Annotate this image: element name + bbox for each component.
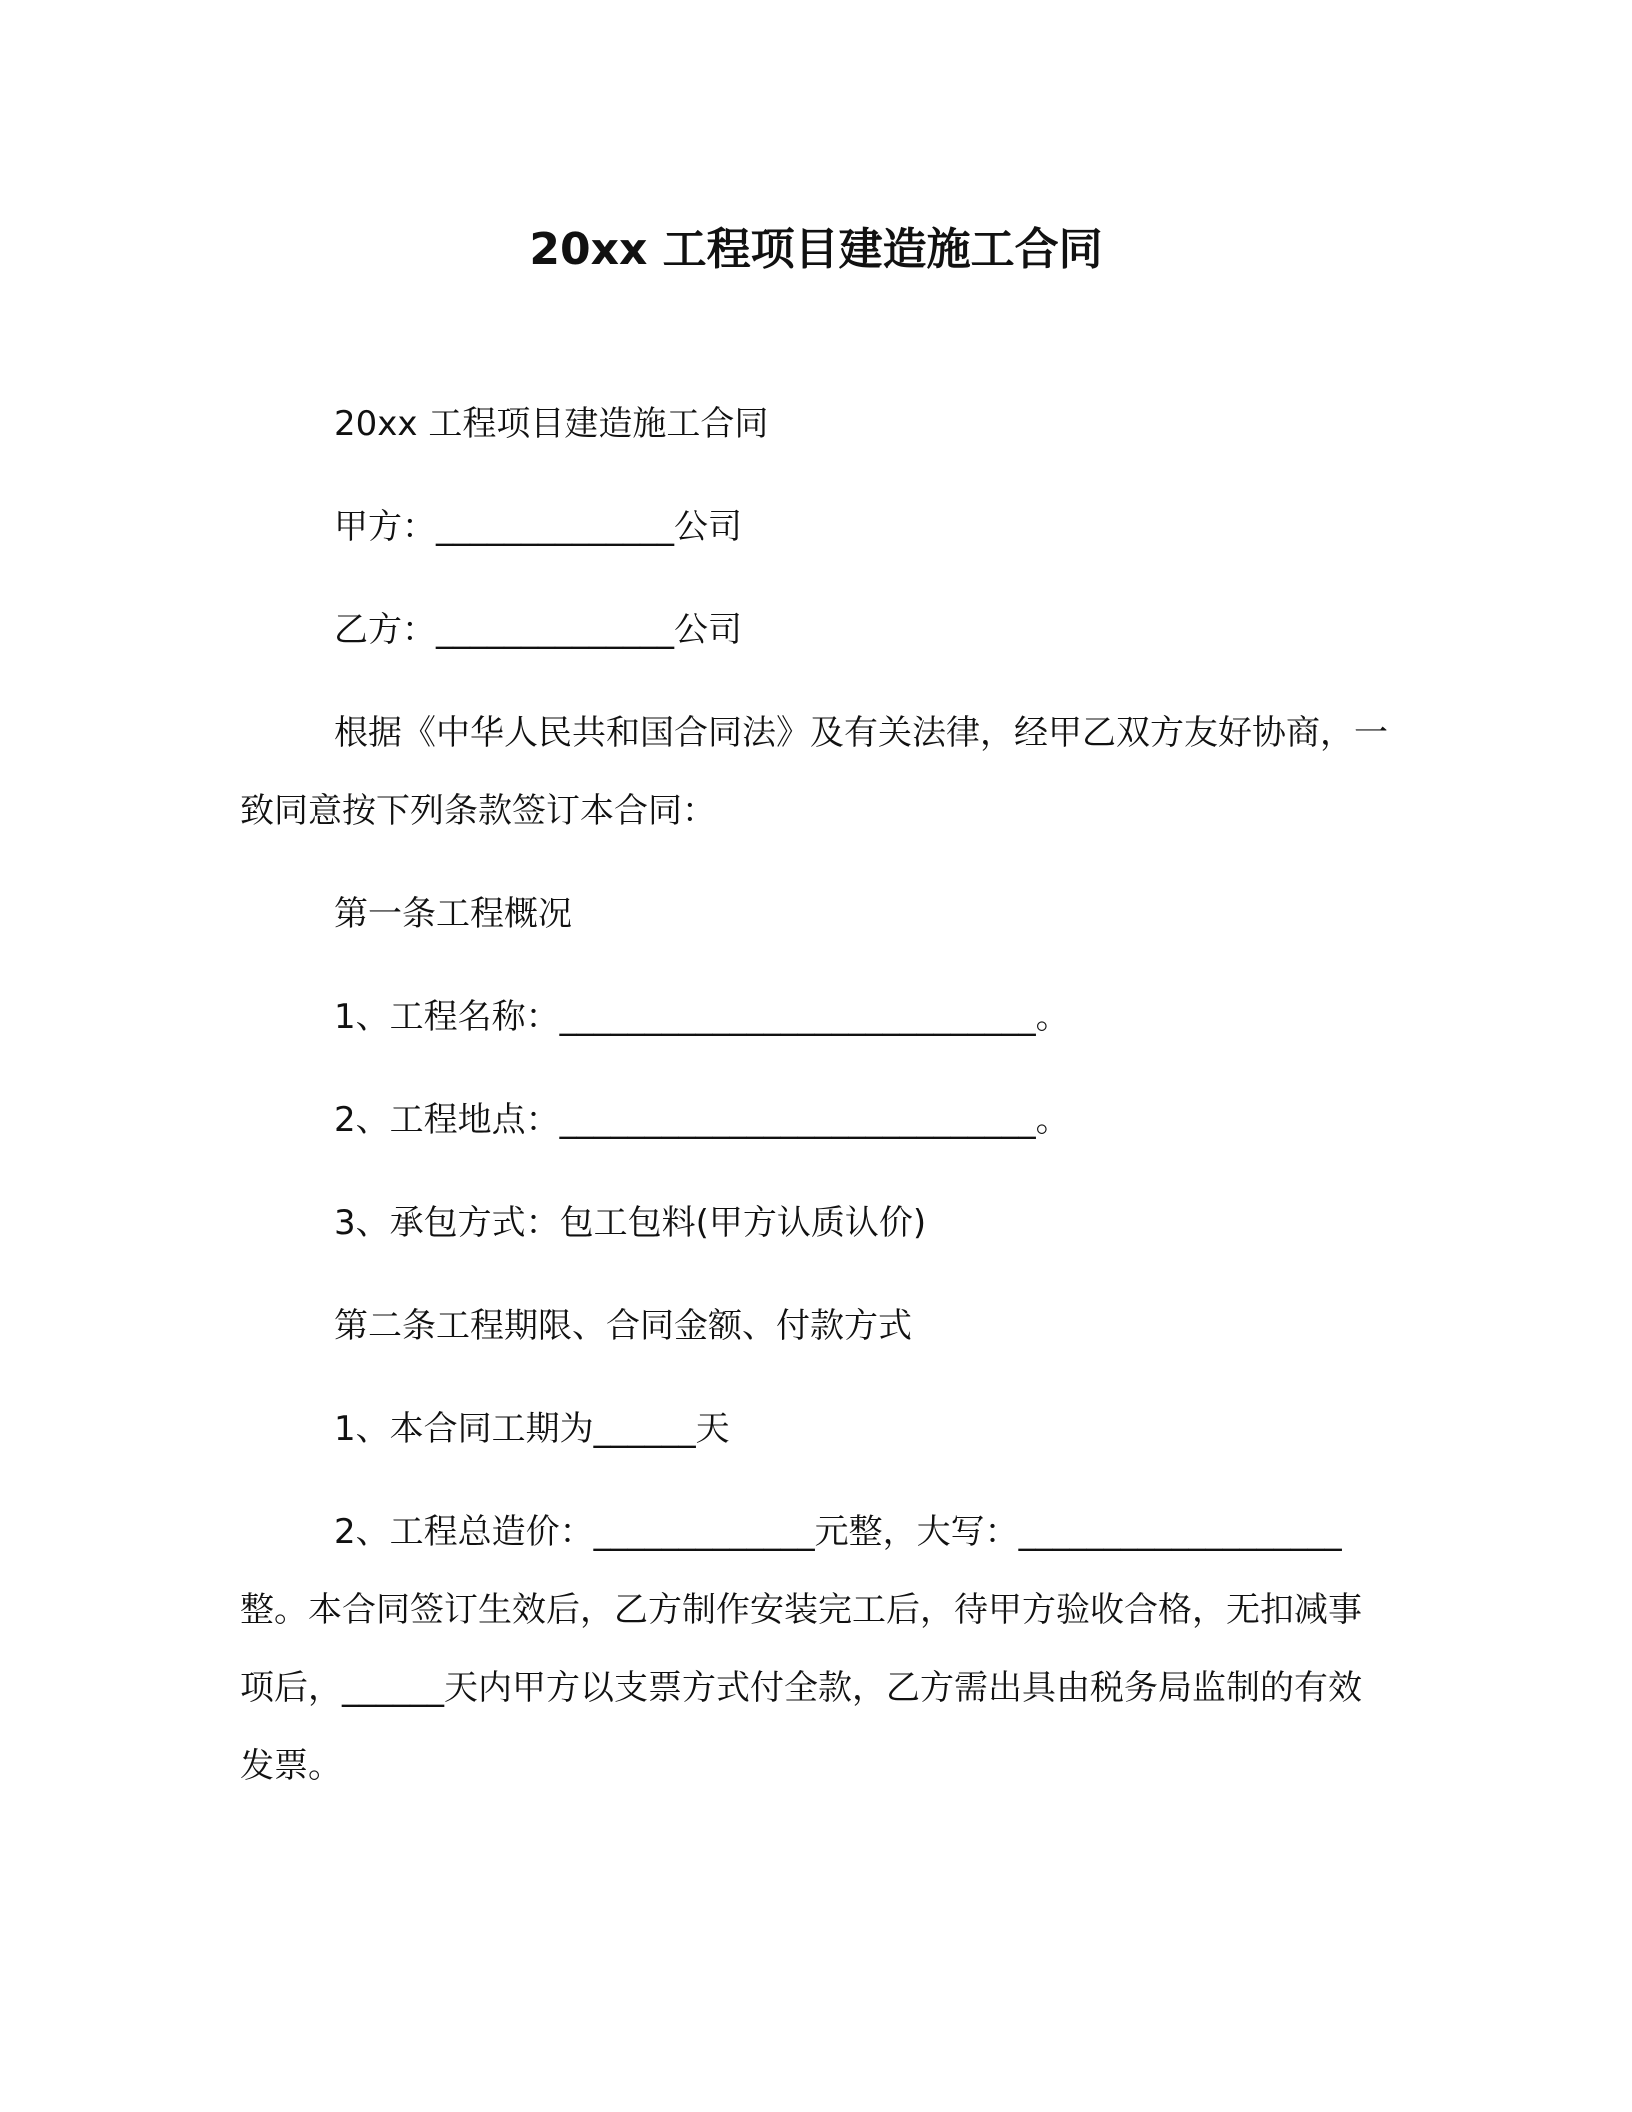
- payment-paragraph: 2、工程总造价：_____________元整，大写：___________________整。本合同签订生效后，乙方制作安装完工后，待甲方验收合格，无扣减事项后，______天内甲方以支票方式付全款，乙方需出具由税务局监制的有效发票。: [240, 1512, 1362, 1786]
- contract-method-line: 3、承包方式：包工包料(甲方认质认价): [334, 1203, 927, 1243]
- duration-line: 1、本合同工期为______天: [334, 1409, 730, 1449]
- document-title: 20xx 工程项目建造施工合同: [529, 224, 1103, 275]
- preamble-paragraph: 根据《中华人民共和国合同法》及有关法律，经甲乙双方友好协商，一致同意按下列条款签订本合同：: [240, 713, 1388, 831]
- party-a-line: 甲方：______________公司: [334, 507, 742, 547]
- contract-heading: 20xx 工程项目建造施工合同: [334, 404, 769, 444]
- article-two-heading: 第二条工程期限、合同金额、付款方式: [334, 1306, 912, 1346]
- project-location-line: 2、工程地点：____________________________。: [334, 1100, 1070, 1140]
- article-one-heading: 第一条工程概况: [334, 894, 572, 934]
- project-name-line: 1、工程名称：____________________________。: [334, 997, 1070, 1037]
- party-b-line: 乙方：______________公司: [334, 610, 742, 650]
